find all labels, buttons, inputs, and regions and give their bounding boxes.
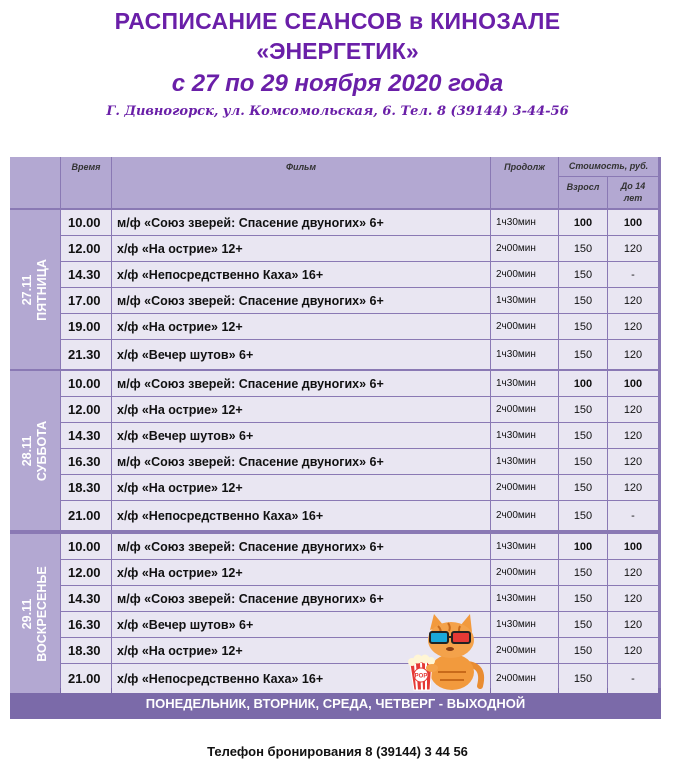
session-film: м/ф «Союз зверей: Спасение двуногих» 6+ bbox=[112, 288, 490, 313]
session-duration: 1ч30мин bbox=[491, 534, 558, 559]
price-adult: 150 bbox=[559, 236, 607, 261]
price-adult: 150 bbox=[559, 314, 607, 339]
session-time: 14.30 bbox=[61, 586, 111, 611]
day-label-1 bbox=[10, 210, 60, 369]
schedule-table bbox=[10, 157, 661, 719]
col-header-adult: Взросл bbox=[559, 177, 607, 208]
price-child: 120 bbox=[608, 475, 658, 500]
price-child: 120 bbox=[608, 236, 658, 261]
day-label-3 bbox=[10, 534, 60, 693]
price-child: 120 bbox=[608, 449, 658, 474]
price-child: 120 bbox=[608, 423, 658, 448]
session-duration: 2ч00мин bbox=[491, 475, 558, 500]
price-adult: 100 bbox=[559, 210, 607, 235]
price-child: 120 bbox=[608, 397, 658, 422]
price-adult: 150 bbox=[559, 612, 607, 637]
session-time: 17.00 bbox=[61, 288, 111, 313]
col-header-price: Стоимость, руб. bbox=[559, 157, 658, 176]
price-adult: 100 bbox=[559, 371, 607, 396]
price-adult: 100 bbox=[559, 534, 607, 559]
session-film: х/ф «На острие» 12+ bbox=[112, 397, 490, 422]
day-label-text bbox=[20, 566, 50, 661]
popcorn-label: POP bbox=[414, 673, 428, 680]
session-time: 14.30 bbox=[61, 262, 111, 287]
day-date: 27.11 bbox=[20, 274, 34, 305]
session-duration: 2ч00мин bbox=[491, 314, 558, 339]
price-child: 100 bbox=[608, 371, 658, 396]
price-child: - bbox=[608, 664, 658, 693]
title-line-1: РАСПИСАНИЕ СЕАНСОВ в КИНОЗАЛЕ bbox=[114, 8, 561, 34]
session-time: 14.30 bbox=[61, 423, 111, 448]
price-child: 100 bbox=[608, 210, 658, 235]
address: Г. Дивногорск, ул. Комсомольская, 6. Тел. 8 (39144) 3-44-56 bbox=[106, 104, 569, 119]
day-label-text bbox=[20, 259, 50, 321]
session-duration: 1ч30мин bbox=[491, 586, 558, 611]
price-adult: 150 bbox=[559, 340, 607, 369]
price-child: 100 bbox=[608, 534, 658, 559]
session-film: м/ф «Союз зверей: Спасение двуногих» 6+ bbox=[112, 586, 490, 611]
session-film: х/ф «На острие» 12+ bbox=[112, 638, 490, 663]
price-child: 120 bbox=[608, 586, 658, 611]
price-adult: 150 bbox=[559, 638, 607, 663]
session-duration: 1ч30мин bbox=[491, 210, 558, 235]
session-film: м/ф «Союз зверей: Спасение двуногих» 6+ bbox=[112, 210, 490, 235]
col-header-film: Фильм bbox=[112, 157, 490, 208]
session-time: 10.00 bbox=[61, 371, 111, 396]
session-film: х/ф «Вечер шутов» 6+ bbox=[112, 612, 490, 637]
booking-phone: Телефон бронирования 8 (39144) 3 44 56 bbox=[207, 744, 468, 759]
session-time: 16.30 bbox=[61, 612, 111, 637]
session-time: 10.00 bbox=[61, 210, 111, 235]
session-film: х/ф «На острие» 12+ bbox=[112, 475, 490, 500]
session-duration: 2ч00мин bbox=[491, 560, 558, 585]
price-adult: 150 bbox=[559, 423, 607, 448]
session-film: х/ф «Вечер шутов» 6+ bbox=[112, 423, 490, 448]
price-adult: 150 bbox=[559, 397, 607, 422]
price-child: - bbox=[608, 262, 658, 287]
session-duration: 2ч00мин bbox=[491, 262, 558, 287]
price-adult: 150 bbox=[559, 664, 607, 693]
session-film: м/ф «Союз зверей: Спасение двуногих» 6+ bbox=[112, 371, 490, 396]
session-duration: 2ч00мин bbox=[491, 397, 558, 422]
price-child: 120 bbox=[608, 314, 658, 339]
session-time: 21.30 bbox=[61, 340, 111, 369]
session-time: 19.00 bbox=[61, 314, 111, 339]
session-duration: 1ч30мин bbox=[491, 340, 558, 369]
price-adult: 150 bbox=[559, 449, 607, 474]
session-time: 18.30 bbox=[61, 638, 111, 663]
day-label-2 bbox=[10, 371, 60, 530]
day-date: 29.11 bbox=[20, 598, 34, 629]
price-adult: 150 bbox=[559, 288, 607, 313]
price-child: 120 bbox=[608, 340, 658, 369]
session-film: м/ф «Союз зверей: Спасение двуногих» 6+ bbox=[112, 449, 490, 474]
day-date: 28.11 bbox=[20, 435, 34, 466]
session-duration: 2ч00мин bbox=[491, 236, 558, 261]
session-film: х/ф «На острие» 12+ bbox=[112, 314, 490, 339]
session-duration: 1ч30мин bbox=[491, 449, 558, 474]
col-header-time: Время bbox=[61, 157, 111, 208]
session-duration: 1ч30мин bbox=[491, 288, 558, 313]
price-child: 120 bbox=[608, 638, 658, 663]
cat-with-popcorn-icon bbox=[402, 608, 492, 692]
session-film: х/ф «Вечер шутов» 6+ bbox=[112, 340, 490, 369]
closed-days-note: ПОНЕДЕЛЬНИК, ВТОРНИК, СРЕДА, ЧЕТВЕРГ - ВЫХОДНОЙ bbox=[10, 688, 661, 719]
price-adult: 150 bbox=[559, 586, 607, 611]
col-header-duration: Продолж bbox=[491, 157, 558, 208]
session-duration: 2ч00мин bbox=[491, 664, 558, 693]
session-time: 18.30 bbox=[61, 475, 111, 500]
price-adult: 150 bbox=[559, 560, 607, 585]
session-film: х/ф «На острие» 12+ bbox=[112, 560, 490, 585]
session-film: х/ф «Непосредственно Каха» 16+ bbox=[112, 501, 490, 530]
session-time: 10.00 bbox=[61, 534, 111, 559]
price-adult: 150 bbox=[559, 262, 607, 287]
title-line-2: «ЭНЕРГЕТИК» bbox=[256, 38, 419, 64]
day-weekday: ПЯТНИЦА bbox=[35, 258, 49, 321]
header-corner bbox=[10, 157, 60, 208]
session-film: х/ф «Непосредственно Каха» 16+ bbox=[112, 262, 490, 287]
session-duration: 2ч00мин bbox=[491, 638, 558, 663]
price-child: - bbox=[608, 501, 658, 530]
day-weekday: СУББОТА bbox=[35, 420, 49, 481]
price-adult: 150 bbox=[559, 501, 607, 530]
session-duration: 1ч30мин bbox=[491, 371, 558, 396]
session-time: 21.00 bbox=[61, 501, 111, 530]
session-time: 12.00 bbox=[61, 397, 111, 422]
day-weekday: ВОСКРЕСЕНЬЕ bbox=[35, 565, 49, 662]
session-time: 12.00 bbox=[61, 236, 111, 261]
price-child: 120 bbox=[608, 612, 658, 637]
session-duration: 2ч00мин bbox=[491, 501, 558, 530]
session-duration: 1ч30мин bbox=[491, 612, 558, 637]
session-time: 21.00 bbox=[61, 664, 111, 693]
session-time: 16.30 bbox=[61, 449, 111, 474]
session-film: м/ф «Союз зверей: Спасение двуногих» 6+ bbox=[112, 534, 490, 559]
session-time: 12.00 bbox=[61, 560, 111, 585]
price-child: 120 bbox=[608, 288, 658, 313]
date-range: с 27 по 29 ноября 2020 года bbox=[171, 70, 504, 97]
session-duration: 1ч30мин bbox=[491, 423, 558, 448]
price-adult: 150 bbox=[559, 475, 607, 500]
col-header-child: До 14 лет bbox=[608, 177, 658, 208]
price-child: 120 bbox=[608, 560, 658, 585]
day-label-text bbox=[20, 420, 50, 480]
session-film: х/ф «Непосредственно Каха» 16+ bbox=[112, 664, 490, 693]
session-film: х/ф «На острие» 12+ bbox=[112, 236, 490, 261]
